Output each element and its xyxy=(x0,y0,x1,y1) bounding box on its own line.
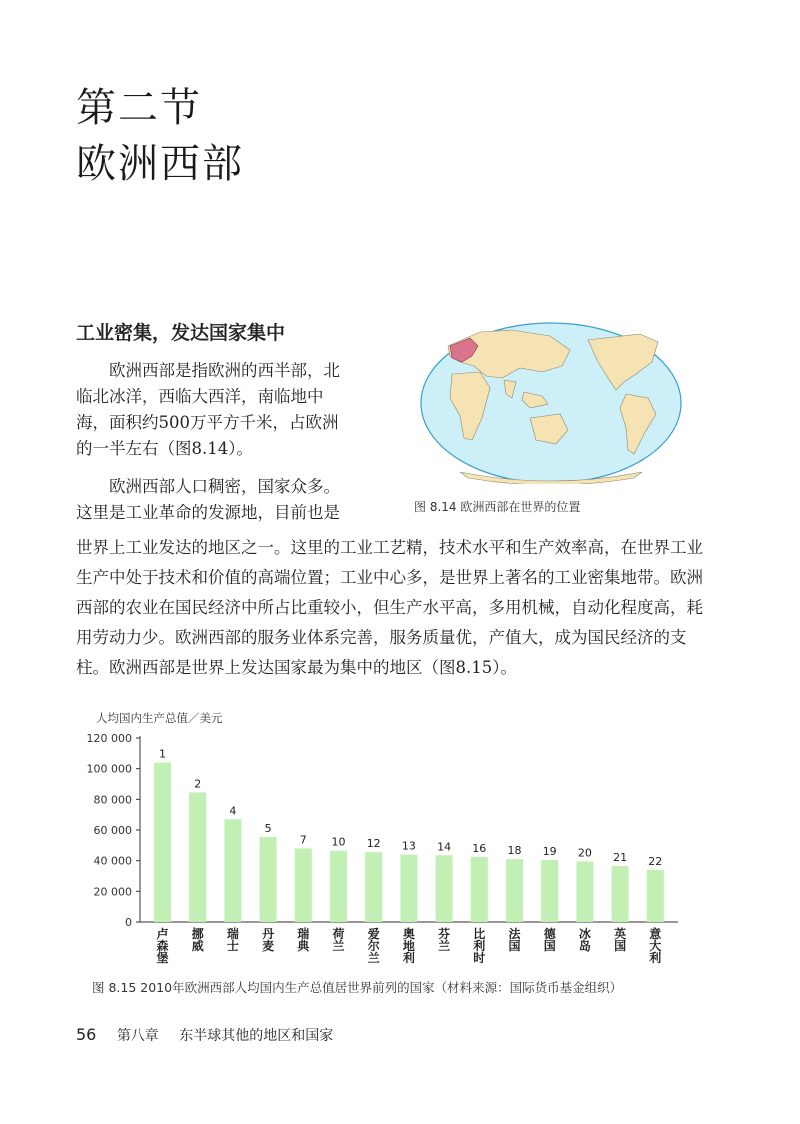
bar xyxy=(541,860,558,922)
category-label: 卢森堡 xyxy=(156,927,169,965)
bar-rank-label: 2 xyxy=(194,777,202,791)
bar xyxy=(506,859,523,922)
bar xyxy=(365,852,382,922)
y-tick-label: 0 xyxy=(125,916,132,929)
bar-rank-label: 13 xyxy=(401,839,416,853)
paragraph-line: 这里是工业革命的发源地，目前也是 xyxy=(76,503,340,522)
category-label: 丹麦 xyxy=(262,927,275,953)
section-title: 欧洲西部 xyxy=(76,141,244,187)
page-footer xyxy=(76,1025,333,1045)
bar-rank-label: 4 xyxy=(229,804,237,818)
paragraph-body: 世界上工业发达的地区之一。这里的工业工艺精，技术水平和生产效率高，在世界工业生产中处于技术和价值的高端位置；工业中心多，是世界上著名的工业密集地带。欧洲西部的农业在国民经济中所占比重较小，但生产水平高，多用机械，自动化程度高，耗用劳动力少。欧洲西部的服务业体系完善，服务质量优，产值大，成为国民经济的支柱。欧洲西部是世界上发达国家最为集中的地区（图8.15）。 xyxy=(76,538,703,677)
category-label: 德国 xyxy=(543,927,556,953)
section-number: 第二节 xyxy=(76,85,202,131)
section-heading: 工业密集，发达国家集中 xyxy=(76,322,286,344)
bar-rank-label: 19 xyxy=(542,844,557,858)
page-number: 56 xyxy=(76,1025,97,1044)
bar xyxy=(260,837,277,922)
bar xyxy=(295,848,312,922)
bar-rank-label: 22 xyxy=(648,854,663,868)
bar xyxy=(471,857,488,922)
y-tick-label: 100 000 xyxy=(86,762,132,776)
bar-rank-label: 21 xyxy=(613,851,628,865)
y-tick-label: 60 000 xyxy=(93,824,132,837)
bar xyxy=(154,763,171,922)
bar xyxy=(576,861,593,922)
category-label: 瑞典 xyxy=(297,927,310,953)
bar xyxy=(400,855,417,922)
bar-rank-label: 12 xyxy=(366,837,381,851)
bar-rank-label: 7 xyxy=(299,833,307,847)
category-label: 意大利 xyxy=(649,927,662,965)
bar xyxy=(330,851,347,922)
category-label: 爱尔兰 xyxy=(367,927,380,965)
bar-rank-label: 16 xyxy=(472,841,487,855)
category-label: 比利时 xyxy=(473,927,486,965)
category-label: 瑞士 xyxy=(226,927,239,953)
gdp-bar-chart xyxy=(78,708,718,978)
bar xyxy=(436,855,453,922)
bar-rank-label: 20 xyxy=(577,846,592,860)
bar-rank-label: 10 xyxy=(331,835,346,849)
bar xyxy=(647,870,664,922)
y-tick-label: 80 000 xyxy=(93,793,132,807)
category-label: 奥地利 xyxy=(402,927,415,965)
y-tick-label: 40 000 xyxy=(93,854,132,868)
bar-rank-label: 5 xyxy=(264,821,272,835)
chart-caption: 图 8.15 2010年欧洲西部人均国内生产总值居世界前列的国家（材料来源：国际货币基金组织） xyxy=(92,980,623,995)
bar-rank-label: 18 xyxy=(507,844,522,858)
y-tick-label: 20 000 xyxy=(93,885,132,899)
bar-rank-label: 1 xyxy=(159,747,166,761)
category-label: 挪威 xyxy=(191,927,204,953)
y-axis-label: 人均国内生产总值／美元 xyxy=(96,711,223,725)
paragraph-line: 海，面积约500万平方千米，占欧洲 xyxy=(76,413,339,432)
category-label: 荷兰 xyxy=(332,927,345,953)
paragraph-line: 临北冰洋，西临大西洋，南临地中 xyxy=(76,387,324,406)
paragraph-line: 的一半左右（图8.14）。 xyxy=(76,439,253,458)
category-label: 法国 xyxy=(508,927,521,953)
paragraph-line: 欧洲西部人口稠密，国家众多。 xyxy=(109,477,340,496)
paragraph-line: 欧洲西部是指欧洲的西半部，北 xyxy=(109,361,340,380)
map-caption: 图 8.14 欧洲西部在世界的位置 xyxy=(414,500,581,514)
chapter-label: 第八章 xyxy=(116,1028,159,1044)
world-map xyxy=(420,322,682,484)
bar xyxy=(189,792,206,922)
chapter-title: 东半球其他的地区和国家 xyxy=(179,1028,334,1044)
category-label: 冰岛 xyxy=(578,927,591,953)
category-label: 英国 xyxy=(614,927,627,953)
y-tick-label: 120 000 xyxy=(86,732,132,745)
bar xyxy=(612,866,629,922)
bar-rank-label: 14 xyxy=(437,840,452,854)
bar xyxy=(224,819,241,922)
category-label: 芬兰 xyxy=(438,927,451,953)
